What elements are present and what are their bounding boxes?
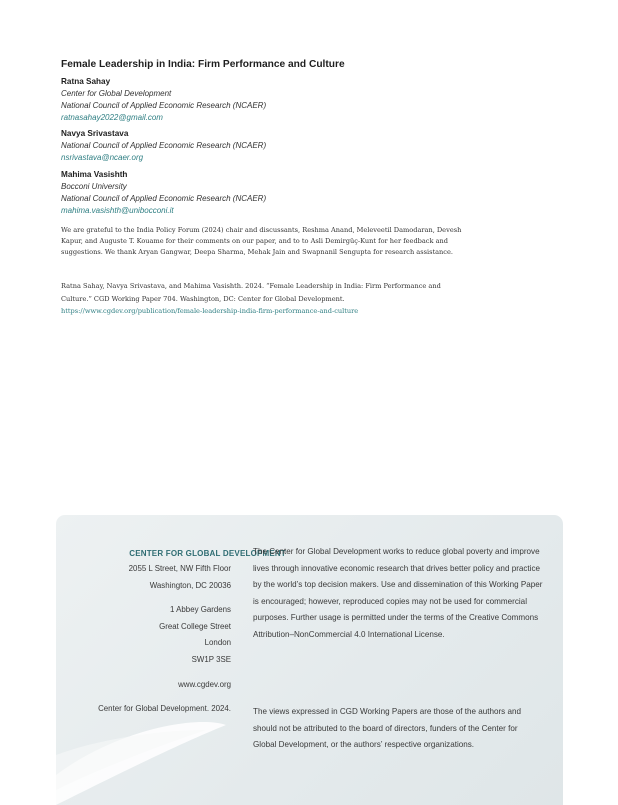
author-block-1 bbox=[61, 76, 266, 124]
author-affiliation: National Council of Applied Economic Research (NCAER) bbox=[61, 101, 267, 110]
cgd-description: The Center for Global Development works to reduce global poverty and improve lives through innovative economic research that drives better policy and practice by the world’s top decision makers. Use and dissemination of this Working Paper is encouraged; however, reproduced copies may not be used for commercial purposes. Further usage is permitted under the terms of the Creative Commons Attribution–NonCommercial 4.0 International License. bbox=[253, 547, 543, 639]
address-line: 1 Abbey Gardens bbox=[170, 605, 231, 614]
citation bbox=[61, 280, 469, 318]
acknowledgment-text: We are grateful to the India Policy Forum (2024) chair and discussants, Reshma Anand, Meleveetil Damodaran, Devesh Kapur, and Auguste T. Kouame for their comments on our paper, and to to Asli Demirgüç-Kunt for her feedback and suggestions. We thank Aryan Gangwar, Deepa Sharma, Mehak Jain and Swapnanil Sengupta for research assistance. bbox=[61, 226, 462, 256]
author-email-link[interactable]: mahima.vasishth@unibocconi.it bbox=[61, 206, 174, 215]
author-email-link[interactable]: nsrivastava@ncaer.org bbox=[61, 153, 144, 162]
author-block-3 bbox=[61, 169, 266, 217]
author-email-link[interactable]: ratnasahay2022@gmail.com bbox=[61, 113, 163, 122]
london-address bbox=[159, 602, 231, 668]
author-affiliation: Center for Global Development bbox=[61, 89, 172, 98]
address-line: 2055 L Street, NW Fifth Floor bbox=[128, 564, 231, 573]
citation-text: Ratna Sahay, Navya Srivastava, and Mahima Vasishth. 2024. “Female Leadership in India: Firm Performance and Culture.” CGD Working Paper 704. Washington, DC: Center for Global Development. bbox=[61, 282, 441, 303]
author-affiliation: Bocconi University bbox=[61, 182, 127, 191]
cgd-website-link[interactable]: www.cgdev.org bbox=[178, 680, 231, 689]
cgd-copyright: Center for Global Development. 2024. bbox=[98, 704, 231, 713]
paper-title: Female Leadership in India: Firm Performance and Culture bbox=[61, 59, 345, 70]
author-name: Navya Srivastava bbox=[61, 129, 129, 138]
address-line: SW1P 3SE bbox=[191, 654, 231, 664]
address-line: Washington, DC 20036 bbox=[149, 580, 231, 590]
citation-url-link[interactable]: https://www.cgdev.org/publication/female-leadership-india-firm-performance-and-culture bbox=[61, 307, 359, 315]
author-affiliation: National Council of Applied Economic Research (NCAER) bbox=[61, 194, 267, 203]
author-name: Mahima Vasishth bbox=[61, 170, 128, 179]
dc-address bbox=[129, 561, 231, 594]
author-block-2 bbox=[61, 128, 266, 164]
address-line: London bbox=[204, 638, 231, 647]
cgd-disclaimer: The views expressed in CGD Working Papers are those of the authors and should not be attributed to the board of directors, funders of the Center for Global Development, or the authors’ respective organizations. bbox=[253, 707, 521, 749]
author-name: Ratna Sahay bbox=[61, 77, 111, 86]
address-line: Great College Street bbox=[159, 621, 231, 631]
cgd-org-name: CENTER FOR GLOBAL DEVELOPMENT bbox=[129, 549, 286, 558]
author-affiliation: National Council of Applied Economic Research (NCAER) bbox=[61, 141, 267, 150]
